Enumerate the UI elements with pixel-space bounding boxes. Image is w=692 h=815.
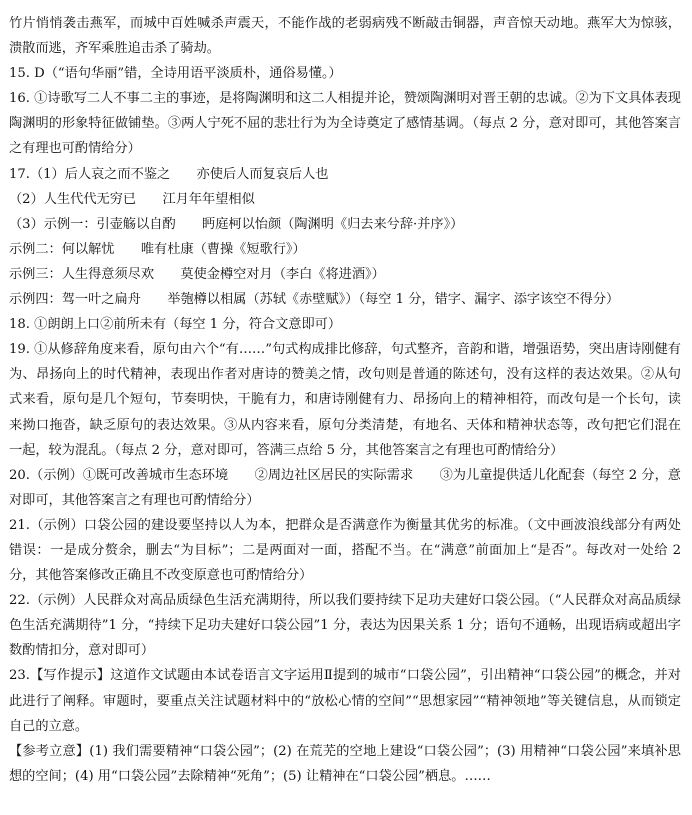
answer-17-3-example-3: 示例三：人生得意须尽欢 莫使金樽空对月（李白《将进酒》） xyxy=(9,266,385,282)
answer-17-3-example-4: 示例四：驾一叶之扁舟 举匏樽以相属（苏轼《赤壁赋》）（每空 1 分，错字、漏字、添字该空不得分） xyxy=(9,292,620,308)
answer-19: 19. ①从修辞角度来看，原句由六个“有……”句式构成排比修辞，句式整齐，音韵和谐，增强语势，突出唐诗刚健有为、昂扬向上的时代精神，表现出作者对唐诗的赞美之情，改句则是普通的陈述句，没有这样的表达效果。②从句式来看，原句是几个短句，节奏明快，干脆有力，和唐诗刚健有力、昂扬向上的精神相符，而改句是一个长句，读来拗口拖沓，缺乏原句的表达效果。③从内容来看，原句分类清楚，有地名、天体和精神状态等，改句把它们混在一起，较为混乱。（每点 2 分，意对即可，答满三点给 5 分，其他答案言之有理也可酌情给分） xyxy=(9,342,681,458)
answer-22: 22.（示例）人民群众对高品质绿色生活充满期待，所以我们要持续下足功夫建好口袋公园。（“人民群众对高品质绿色生活充满期待”1 分，“持续下足功夫建好口袋公园”1 分，表达为因果关系 1 分；语句不通畅，出现语病或超出字数酌情扣分，意对即可） xyxy=(9,593,681,659)
answer-17-2: （2）人生代代无穷已 江月年年望相似 xyxy=(9,191,255,207)
answer-key-page xyxy=(9,11,681,789)
answer-23-reference-ideas: 【参考立意】(1) 我们需要精神“口袋公园”；(2) 在荒芜的空地上建设“口袋公园”；(3) 用精神“口袋公园”来填补思想的空间；(4) 用“口袋公园”去除精神“死角”；(5) 让精神在“口袋公园”栖息。…… xyxy=(9,743,681,784)
passage-translation-end: 竹片悄悄袭击燕军，而城中百姓喊杀声震天，不能作战的老弱病残不断敲击铜器，声音惊天动地。燕军大为惊骇，溃散而逃，齐军乘胜追击杀了骑劫。 xyxy=(9,16,681,57)
answer-20: 20.（示例）①既可改善城市生态环境 ②周边社区居民的实际需求 ③为儿童提供适儿化配套（每空 2 分，意对即可，其他答案言之有理也可酌情给分） xyxy=(9,467,681,508)
answer-23-writing-tips: 23.【写作提示】这道作文试题由本试卷语言文字运用Ⅱ提到的城市“口袋公园”，引出精神“口袋公园”的概念，并对此进行了阐释。审题时，要重点关注试题材料中的“放松心情的空间”“思想家园”“精神领地”等关键信息，从而锁定自己的立意。 xyxy=(9,668,681,734)
answer-17-3-example-1: （3）示例一：引壶觞以自酌 眄庭柯以怡颜（陶渊明《归去来兮辞·并序》） xyxy=(9,216,464,232)
answer-17-3-example-2: 示例二：何以解忧 唯有杜康（曹操《短歌行》） xyxy=(9,241,306,257)
answer-16: 16. ①诗歌写二人不事二主的事迹，是将陶渊明和这二人相提并论，赞颂陶渊明对晋王朝的忠诚。②为下文具体表现陶渊明的形象特征做铺垫。③两人宁死不屈的悲壮行为为全诗奠定了感情基调。（每点 2 分，意对即可，其他答案言之有理也可酌情给分） xyxy=(9,91,681,157)
answer-18: 18. ①朗朗上口②前所未有（每空 1 分，符合文意即可） xyxy=(9,317,342,333)
answer-21: 21.（示例）口袋公园的建设要坚持以人为本，把群众是否满意作为衡量其优劣的标准。（文中画波浪线部分有两处错误：一是成分赘余，删去“为目标”；二是两面对一面，搭配不当。在“满意”前面加上“是否”。每改对一处给 2 分，其他答案修改正确且不改变原意也可酌情给分） xyxy=(9,517,681,584)
answer-17-1: 17.（1）后人哀之而不鉴之 亦使后人而复哀后人也 xyxy=(9,166,329,182)
answer-15: 15. D（“语句华丽”错，全诗用语平淡质朴，通俗易懂。） xyxy=(9,66,342,82)
